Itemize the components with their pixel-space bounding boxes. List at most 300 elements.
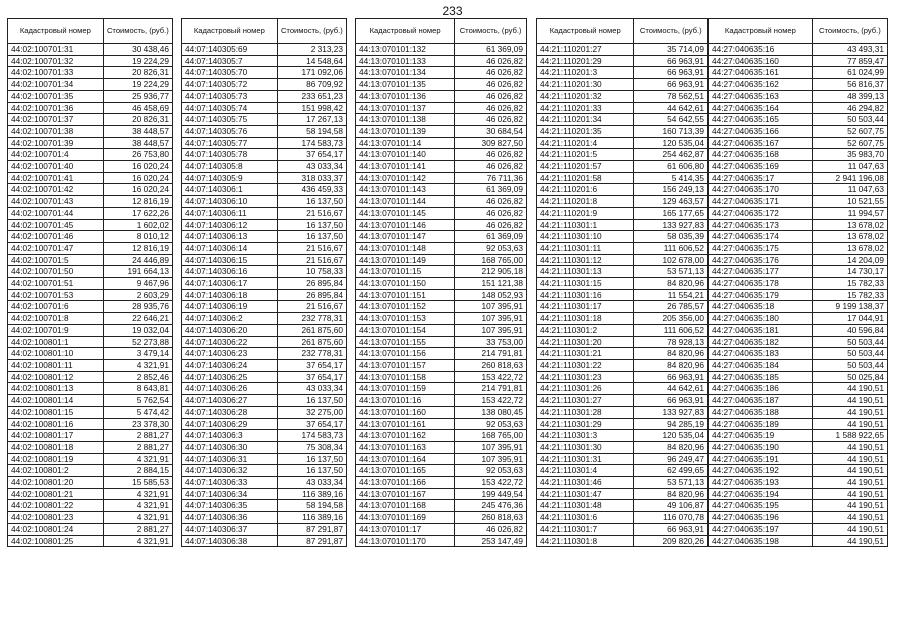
cost-cell: 66 963,91 (634, 55, 708, 67)
cost-cell: 165 177,65 (634, 207, 708, 219)
cadastral-number-cell: 44:21:110301:1 (537, 219, 634, 231)
table-row (182, 535, 347, 547)
table-row (537, 500, 708, 512)
cost-cell: 12 816,19 (103, 196, 172, 208)
table-row (709, 313, 888, 325)
cadastral-number-cell: 44:27:040635:175 (709, 242, 813, 254)
table-row (537, 535, 708, 547)
cost-cell: 33 753,00 (455, 336, 527, 348)
cost-cell: 191 664,13 (103, 266, 172, 278)
cadastral-number-cell: 44:07:140306:2 (182, 313, 278, 325)
cadastral-number-cell: 44:21:110301:2 (537, 324, 634, 336)
cadastral-number-cell: 44:07:140305:72 (182, 79, 278, 91)
cost-cell: 66 963,91 (634, 523, 708, 535)
table-row (182, 196, 347, 208)
table-row (537, 172, 708, 184)
table-row (537, 254, 708, 266)
cadastral-number-cell: 44:07:140305:76 (182, 125, 278, 137)
cadastral-number-cell: 44:27:040635:186 (709, 383, 813, 395)
table-row (182, 477, 347, 489)
table-row (537, 453, 708, 465)
cost-cell: 205 356,00 (634, 313, 708, 325)
cost-cell: 12 816,19 (103, 242, 172, 254)
table-row (537, 278, 708, 290)
table-row (356, 90, 527, 102)
cadastral-number-cell: 44:13:070101:141 (356, 161, 455, 173)
cost-cell: 26 895,84 (277, 289, 346, 301)
cost-cell: 44 190,51 (812, 465, 887, 477)
table-row (182, 348, 347, 360)
table-row (709, 254, 888, 266)
cadastral-number-cell: 44:07:140306:35 (182, 500, 278, 512)
table-row (8, 207, 173, 219)
cost-cell: 84 820,96 (634, 488, 708, 500)
cost-cell: 153 422,72 (455, 477, 527, 489)
table-row (182, 219, 347, 231)
cadastral-number-cell: 44:07:140306:15 (182, 254, 278, 266)
table-row (356, 477, 527, 489)
cadastral-number-cell: 44:21:110201:34 (537, 114, 634, 126)
cost-cell: 107 395,91 (455, 313, 527, 325)
table-row (537, 324, 708, 336)
cost-cell: 16 137,50 (277, 453, 346, 465)
table-row (182, 441, 347, 453)
table-row (356, 266, 527, 278)
cost-cell: 212 905,18 (455, 266, 527, 278)
cost-cell: 174 583,73 (277, 137, 346, 149)
cadastral-number-cell: 44:02:100701:8 (8, 313, 104, 325)
cost-cell: 26 753,80 (103, 149, 172, 161)
cost-cell: 4 321,91 (103, 512, 172, 524)
cadastral-number-cell: 44:13:070101:169 (356, 512, 455, 524)
cadastral-number-cell: 44:21:110301:12 (537, 254, 634, 266)
table-row (8, 313, 173, 325)
cadastral-number-cell: 44:27:040635:187 (709, 395, 813, 407)
table-row (537, 219, 708, 231)
cadastral-number-cell: 44:07:140306:38 (182, 535, 278, 547)
cost-cell: 233 651,23 (277, 90, 346, 102)
cost-cell: 37 654,17 (277, 371, 346, 383)
table-row (537, 55, 708, 67)
cost-cell: 16 020,24 (103, 184, 172, 196)
cadastral-number-cell: 44:13:070101:154 (356, 324, 455, 336)
cost-cell: 107 395,91 (455, 301, 527, 313)
table-row (182, 231, 347, 243)
cost-cell: 28 935,76 (103, 301, 172, 313)
cost-cell: 120 535,04 (634, 137, 708, 149)
table-row (356, 383, 527, 395)
cost-cell: 78 562,51 (634, 90, 708, 102)
table-row (182, 395, 347, 407)
cadastral-number-cell: 44:13:070101:15 (356, 266, 455, 278)
cost-cell: 232 778,31 (277, 313, 346, 325)
cost-cell: 4 321,91 (103, 453, 172, 465)
cost-cell: 11 047,63 (812, 184, 887, 196)
table-row (8, 324, 173, 336)
header-cadastral-number: Кадастровый номер (709, 19, 813, 44)
cost-cell: 309 827,50 (455, 137, 527, 149)
cadastral-number-cell: 44:07:140306:25 (182, 371, 278, 383)
cost-cell: 61 606,80 (634, 161, 708, 173)
cadastral-number-cell: 44:21:110301:31 (537, 453, 634, 465)
table-row (182, 184, 347, 196)
cadastral-number-cell: 44:02:100801:22 (8, 500, 104, 512)
cost-cell: 22 646,21 (103, 313, 172, 325)
table-row (182, 161, 347, 173)
table-header-row (8, 19, 173, 44)
cost-cell: 92 053,63 (455, 465, 527, 477)
cadastral-number-cell: 44:21:110301:7 (537, 523, 634, 535)
cadastral-number-cell: 44:21:110301:17 (537, 301, 634, 313)
cadastral-number-cell: 44:27:040635:172 (709, 207, 813, 219)
table-row (182, 102, 347, 114)
table-row (8, 114, 173, 126)
cadastral-number-cell: 44:02:100801:15 (8, 406, 104, 418)
cost-cell: 40 596,84 (812, 324, 887, 336)
cadastral-number-cell: 44:07:140306:18 (182, 289, 278, 301)
cadastral-table-1 (7, 18, 173, 547)
cost-cell: 50 025,84 (812, 371, 887, 383)
cost-cell: 66 963,91 (634, 395, 708, 407)
cost-cell: 54 642,55 (634, 114, 708, 126)
table-row (356, 430, 527, 442)
cadastral-number-cell: 44:27:040635:185 (709, 371, 813, 383)
table-row (537, 465, 708, 477)
table-row (8, 301, 173, 313)
table-row (356, 406, 527, 418)
table-row (356, 465, 527, 477)
cost-cell: 44 190,51 (812, 441, 887, 453)
cost-cell: 16 137,50 (277, 465, 346, 477)
table-row (182, 406, 347, 418)
cadastral-number-cell: 44:02:100801:12 (8, 371, 104, 383)
table-row (709, 231, 888, 243)
cost-cell: 50 503,44 (812, 114, 887, 126)
cadastral-table-4 (536, 18, 708, 547)
cost-cell: 153 422,72 (455, 395, 527, 407)
table-row (356, 254, 527, 266)
cost-cell: 15 782,33 (812, 289, 887, 301)
table-row (8, 523, 173, 535)
cost-cell: 111 606,52 (634, 324, 708, 336)
table-row (537, 418, 708, 430)
cadastral-number-cell: 44:21:110301:16 (537, 289, 634, 301)
table-row (537, 395, 708, 407)
table-row (709, 441, 888, 453)
table-row (356, 67, 527, 79)
header-cost: Стоимость, (руб.) (277, 19, 346, 44)
cost-cell: 46 026,82 (455, 219, 527, 231)
cost-cell: 116 070,78 (634, 512, 708, 524)
table-row (356, 336, 527, 348)
table-row (356, 324, 527, 336)
cost-cell: 107 395,91 (455, 324, 527, 336)
cost-cell: 2 881,27 (103, 430, 172, 442)
cost-cell: 116 389,16 (277, 512, 346, 524)
table-row (8, 441, 173, 453)
cost-cell: 66 963,91 (634, 79, 708, 91)
cadastral-number-cell: 44:07:140306:37 (182, 523, 278, 535)
cost-cell: 49 106,87 (634, 500, 708, 512)
cadastral-number-cell: 44:21:110201:35 (537, 125, 634, 137)
cadastral-number-cell: 44:13:070101:167 (356, 488, 455, 500)
table-row (709, 137, 888, 149)
cost-cell: 171 092,06 (277, 67, 346, 79)
cadastral-number-cell: 44:07:140306:11 (182, 207, 278, 219)
cadastral-number-cell: 44:21:110301:15 (537, 278, 634, 290)
table-row (8, 137, 173, 149)
table-row (709, 55, 888, 67)
cadastral-number-cell: 44:21:110301:23 (537, 371, 634, 383)
cost-cell: 16 020,24 (103, 172, 172, 184)
table-row (709, 512, 888, 524)
cadastral-number-cell: 44:07:140306:16 (182, 266, 278, 278)
table-row (709, 336, 888, 348)
table-row (709, 90, 888, 102)
cost-cell: 87 291,87 (277, 523, 346, 535)
cost-cell: 2 881,27 (103, 523, 172, 535)
table-row (537, 336, 708, 348)
table-row (182, 465, 347, 477)
cost-cell: 260 818,63 (455, 359, 527, 371)
table-row (537, 90, 708, 102)
cadastral-number-cell: 44:13:070101:170 (356, 535, 455, 547)
table-row (709, 488, 888, 500)
cadastral-number-cell: 44:21:110201:32 (537, 90, 634, 102)
table-row (8, 161, 173, 173)
cost-cell: 61 369,09 (455, 184, 527, 196)
cadastral-number-cell: 44:21:110301:21 (537, 348, 634, 360)
table-row (537, 313, 708, 325)
table-row (709, 500, 888, 512)
table-row (182, 242, 347, 254)
table-row (356, 102, 527, 114)
cadastral-number-cell: 44:02:100801:24 (8, 523, 104, 535)
cadastral-number-cell: 44:21:110201:5 (537, 149, 634, 161)
cadastral-number-cell: 44:21:110201:27 (537, 44, 634, 56)
cadastral-number-cell: 44:07:140306:12 (182, 219, 278, 231)
cadastral-number-cell: 44:13:070101:145 (356, 207, 455, 219)
cadastral-number-cell: 44:02:100701:31 (8, 44, 104, 56)
cost-cell: 53 571,13 (634, 266, 708, 278)
cost-cell: 44 190,51 (812, 523, 887, 535)
table-row (8, 465, 173, 477)
cadastral-number-cell: 44:02:100701:39 (8, 137, 104, 149)
cadastral-number-cell: 44:13:070101:157 (356, 359, 455, 371)
cost-cell: 261 875,60 (277, 336, 346, 348)
cost-cell: 260 818,63 (455, 512, 527, 524)
cadastral-number-cell: 44:21:110301:47 (537, 488, 634, 500)
cost-cell: 2 603,29 (103, 289, 172, 301)
cost-cell: 84 820,96 (634, 441, 708, 453)
cadastral-number-cell: 44:13:070101:165 (356, 465, 455, 477)
cost-cell: 61 369,09 (455, 231, 527, 243)
cost-cell: 21 516,67 (277, 242, 346, 254)
cadastral-number-cell: 44:21:110301:6 (537, 512, 634, 524)
table-row (182, 383, 347, 395)
cost-cell: 44 642,61 (634, 383, 708, 395)
cadastral-table-3 (355, 18, 527, 547)
cost-cell: 77 859,47 (812, 55, 887, 67)
cadastral-number-cell: 44:07:140305:77 (182, 137, 278, 149)
cost-cell: 3 479,14 (103, 348, 172, 360)
cadastral-number-cell: 44:21:110301:18 (537, 313, 634, 325)
cost-cell: 32 275,00 (277, 406, 346, 418)
cadastral-number-cell: 44:27:040635:170 (709, 184, 813, 196)
cadastral-number-cell: 44:07:140305:73 (182, 90, 278, 102)
cost-cell: 10 521,55 (812, 196, 887, 208)
table-row (8, 242, 173, 254)
cadastral-number-cell: 44:13:070101:17 (356, 523, 455, 535)
cadastral-number-cell: 44:02:100801:10 (8, 348, 104, 360)
table-row (182, 523, 347, 535)
cadastral-number-cell: 44:27:040635:19 (709, 430, 813, 442)
cost-cell: 148 052,93 (455, 289, 527, 301)
table-row (709, 348, 888, 360)
cost-cell: 8 643,81 (103, 383, 172, 395)
table-row (356, 161, 527, 173)
cadastral-number-cell: 44:21:110301:22 (537, 359, 634, 371)
cadastral-number-cell: 44:13:070101:155 (356, 336, 455, 348)
cadastral-number-cell: 44:13:070101:160 (356, 406, 455, 418)
cadastral-number-cell: 44:07:140306:23 (182, 348, 278, 360)
cost-cell: 138 080,45 (455, 406, 527, 418)
cost-cell: 261 875,60 (277, 324, 346, 336)
table-row (356, 313, 527, 325)
cadastral-number-cell: 44:21:110301:26 (537, 383, 634, 395)
table-row (182, 359, 347, 371)
cost-cell: 94 285,19 (634, 418, 708, 430)
cadastral-number-cell: 44:21:110301:13 (537, 266, 634, 278)
cost-cell: 35 983,70 (812, 149, 887, 161)
cadastral-number-cell: 44:21:110201:29 (537, 55, 634, 67)
cost-cell: 19 032,04 (103, 324, 172, 336)
header-cost: Стоимость, (руб.) (812, 19, 887, 44)
table-row (8, 196, 173, 208)
table-row (182, 430, 347, 442)
cost-cell: 44 190,51 (812, 477, 887, 489)
table-row (356, 125, 527, 137)
cost-cell: 133 927,83 (634, 219, 708, 231)
cost-cell: 253 147,49 (455, 535, 527, 547)
cost-cell: 21 516,67 (277, 301, 346, 313)
cadastral-table-2 (181, 18, 347, 547)
cadastral-number-cell: 44:27:040635:166 (709, 125, 813, 137)
table-row (709, 242, 888, 254)
cost-cell: 168 765,00 (455, 254, 527, 266)
cadastral-number-cell: 44:02:100801:19 (8, 453, 104, 465)
cadastral-number-cell: 44:13:070101:148 (356, 242, 455, 254)
table-row (182, 512, 347, 524)
cadastral-number-cell: 44:02:100801:23 (8, 512, 104, 524)
cadastral-number-cell: 44:02:100701:35 (8, 90, 104, 102)
table-row (537, 242, 708, 254)
cost-cell: 4 321,91 (103, 359, 172, 371)
cost-cell: 46 026,82 (455, 149, 527, 161)
cost-cell: 46 026,82 (455, 114, 527, 126)
cadastral-number-cell: 44:21:110201:3 (537, 67, 634, 79)
table-row (709, 324, 888, 336)
cost-cell: 53 571,13 (634, 477, 708, 489)
cadastral-number-cell: 44:27:040635:196 (709, 512, 813, 524)
cadastral-number-cell: 44:02:100701:41 (8, 172, 104, 184)
cost-cell: 76 711,36 (455, 172, 527, 184)
cost-cell: 21 516,67 (277, 207, 346, 219)
table-row (356, 500, 527, 512)
cadastral-number-cell: 44:02:100701:6 (8, 301, 104, 313)
cadastral-number-cell: 44:27:040635:197 (709, 523, 813, 535)
cost-cell: 44 190,51 (812, 395, 887, 407)
cost-cell: 116 389,16 (277, 488, 346, 500)
cost-cell: 2 884,15 (103, 465, 172, 477)
table-row (709, 359, 888, 371)
header-cost: Стоимость, (руб.) (634, 19, 708, 44)
table-row (356, 114, 527, 126)
cost-cell: 26 895,84 (277, 278, 346, 290)
header-cost: Стоимость, (руб.) (455, 19, 527, 44)
cost-cell: 214 791,81 (455, 383, 527, 395)
cost-cell: 66 963,91 (634, 371, 708, 383)
cost-cell: 61 369,09 (455, 44, 527, 56)
cost-cell: 44 190,51 (812, 512, 887, 524)
cost-cell: 11 994,57 (812, 207, 887, 219)
cost-cell: 254 462,87 (634, 149, 708, 161)
cadastral-number-cell: 44:02:100701:47 (8, 242, 104, 254)
cost-cell: 46 026,82 (455, 55, 527, 67)
cadastral-number-cell: 44:02:100701:46 (8, 231, 104, 243)
cadastral-number-cell: 44:21:110201:58 (537, 172, 634, 184)
cadastral-number-cell: 44:27:040635:168 (709, 149, 813, 161)
header-cost: Стоимость, (руб.) (103, 19, 172, 44)
cost-cell: 37 654,17 (277, 359, 346, 371)
cost-cell: 245 476,36 (455, 500, 527, 512)
cadastral-number-cell: 44:21:110301:8 (537, 535, 634, 547)
cadastral-number-cell: 44:13:070101:139 (356, 125, 455, 137)
table-row (356, 231, 527, 243)
table-row (8, 430, 173, 442)
cost-cell: 50 503,44 (812, 359, 887, 371)
cadastral-number-cell: 44:07:140305:70 (182, 67, 278, 79)
cadastral-number-cell: 44:02:100801:18 (8, 441, 104, 453)
table-row (356, 219, 527, 231)
cadastral-number-cell: 44:07:140306:29 (182, 418, 278, 430)
cost-cell: 156 249,13 (634, 184, 708, 196)
cadastral-number-cell: 44:27:040635:162 (709, 79, 813, 91)
cost-cell: 5 414,35 (634, 172, 708, 184)
cadastral-number-cell: 44:13:070101:150 (356, 278, 455, 290)
cadastral-number-cell: 44:27:040635:171 (709, 196, 813, 208)
cadastral-number-cell: 44:13:070101:137 (356, 102, 455, 114)
cost-cell: 75 308,34 (277, 441, 346, 453)
cadastral-number-cell: 44:27:040635:189 (709, 418, 813, 430)
cadastral-number-cell: 44:02:100701:51 (8, 278, 104, 290)
cost-cell: 19 224,29 (103, 55, 172, 67)
cadastral-number-cell: 44:13:070101:134 (356, 67, 455, 79)
table-row (537, 477, 708, 489)
cadastral-number-cell: 44:27:040635:178 (709, 278, 813, 290)
cadastral-number-cell: 44:02:100801:16 (8, 418, 104, 430)
table-row (182, 289, 347, 301)
cadastral-number-cell: 44:02:100701:45 (8, 219, 104, 231)
table-row (8, 453, 173, 465)
cadastral-number-cell: 44:21:110301:46 (537, 477, 634, 489)
cadastral-number-cell: 44:02:100701:40 (8, 161, 104, 173)
cost-cell: 46 026,82 (455, 102, 527, 114)
cadastral-number-cell: 44:27:040635:174 (709, 231, 813, 243)
cost-cell: 1 588 922,65 (812, 430, 887, 442)
header-cadastral-number: Кадастровый номер (537, 19, 634, 44)
cost-cell: 44 190,51 (812, 418, 887, 430)
